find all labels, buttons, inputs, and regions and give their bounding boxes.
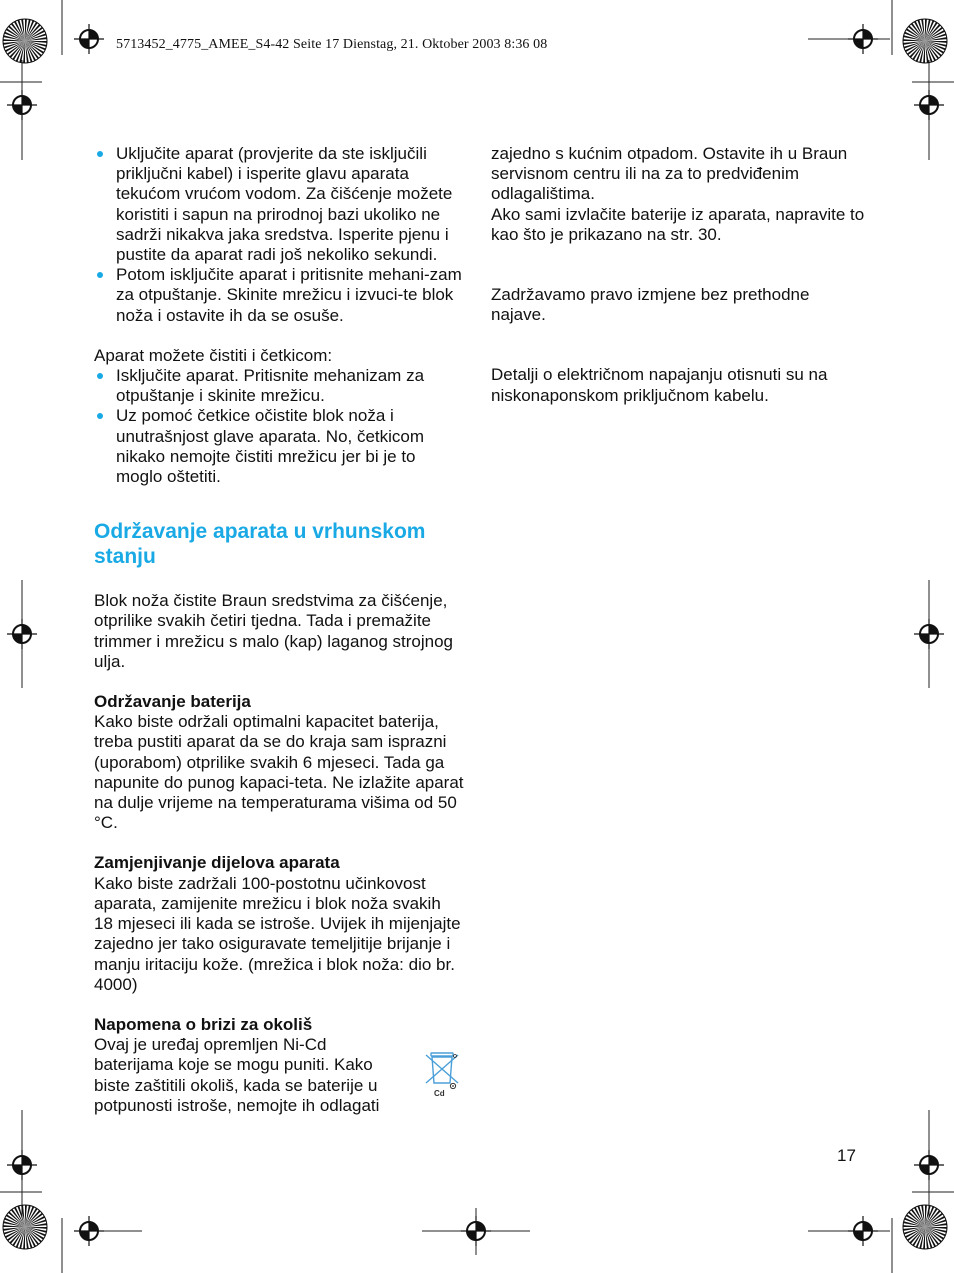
print-slug: 5713452_4775_AMEE_S4-42 Seite 17 Dienstag, 21. Oktober 2003 8:36 08 [116,37,548,52]
section-paragraph: Blok noža čistite Braun sredstvima za čišćenje, otprilike svakih četiri tjedna. Tada i premažite trimmer i mrežicu s malo (kap) laganog strojnog ulja. [94,591,454,671]
starburst-target-icon [902,1204,948,1250]
registration-crosshair-icon [914,90,944,120]
parts-paragraph: Kako biste zadržali 100-postotnu učinkovost aparata, zamijenite mrežicu i blok noža svakih 18 mjeseci ili kada se istroše. Uvijek ih mijenjajte zajedno jer tako osiguravate temeljitije brijanje i manju iritaciju kože. (mrežica i blok noža: dio br. 4000) [94,873,461,994]
page-number: 17 [837,1146,856,1165]
list-item: Isključite aparat. Pritisnite mehanizam za otpuštanje i skinite mrežicu. [94,366,464,406]
list-item: Uz pomoć četkice očistite blok noža i unutrašnjost glave aparata. No, četkicom nikako nemojte čistiti mrežicu jer bi je to moglo oštetiti. [94,406,464,487]
cleaning-steps-list [94,144,464,326]
registration-crosshair-icon [7,619,37,649]
registration-crosshair-icon [914,619,944,649]
list-item: Potom isključite aparat i pritisnite mehani-zam za otpuštanje. Skinite mrežicu i izvuci-te blok noža i ostavite ih da se osuše. [94,265,464,326]
right-column [491,144,866,406]
disposal-paragraph: zajedno s kućnim otpadom. Ostavite ih u Braun servisnom centru ili na za to predviđenim odlagalištima. [491,144,848,204]
bin-icon-label: Cd [434,1089,445,1098]
crossed-out-wheelie-bin-icon [424,1049,462,1097]
list-item: Uključite aparat (provjerite da ste isključili priključni kabel) i isperite glavu aparata tekućom vrućom vodom. Za čišćenje možete koristiti i sapun na prirodnoj bazi ukoliko ne sadrži nikakva jaka sredstva. Isperite pjenu i pustite da aparat radi još nekoliko sekundi. [94,144,464,265]
battery-paragraph: Kako biste održali optimalni kapacitet baterija, treba pustiti aparat da se do kraja sam isprazni (uporabom) otprilike svakih 6 mjeseci. Tada ga napunite do punog kapaci-teta. Ne izlažite aparat na dulje vrijeme na temperaturama višima od 50 °C. [94,712,464,833]
starburst-target-icon [2,18,48,64]
registration-crosshair-icon [7,90,37,120]
registration-crosshair-icon [74,1216,104,1246]
registration-crosshair-icon [461,1216,491,1246]
environment-heading: Napomena o brizi za okoliš [94,1014,313,1034]
parts-heading: Zamjenjivanje dijelova aparata [94,853,340,873]
electrical-paragraph: Detalji o električnom napajanju otisnuti su na niskonaponskom priključnom kabelu. [491,365,828,405]
starburst-target-icon [2,1204,48,1250]
environment-paragraph: Ovaj je uređaj opremljen Ni-Cd baterijama koje se mogu puniti. Kako biste zaštitili okoliš, kada se baterije u potpunosti istroše, nemojte ih odlagati [94,1035,380,1115]
environment-block [94,1035,464,1116]
removal-paragraph: Ako sami izvlačite baterije iz aparata, napravite to kao što je prikazano na str. 30. [491,204,865,244]
registration-crosshair-icon [7,1150,37,1180]
rights-paragraph: Zadržavamo pravo izmjene bez prethodne najave. [491,285,810,325]
brush-steps-list [94,366,464,487]
registration-crosshair-icon [848,24,878,54]
battery-heading: Održavanje baterija [94,692,251,712]
registration-crosshair-icon [848,1216,878,1246]
left-column [94,144,464,1116]
registration-crosshair-icon [74,24,104,54]
registration-crosshair-icon [914,1150,944,1180]
brush-intro: Aparat možete čistiti i četkicom: [94,345,333,365]
starburst-target-icon [902,18,948,64]
section-heading: Održavanje aparata u vrhunskom stanju [94,520,426,569]
